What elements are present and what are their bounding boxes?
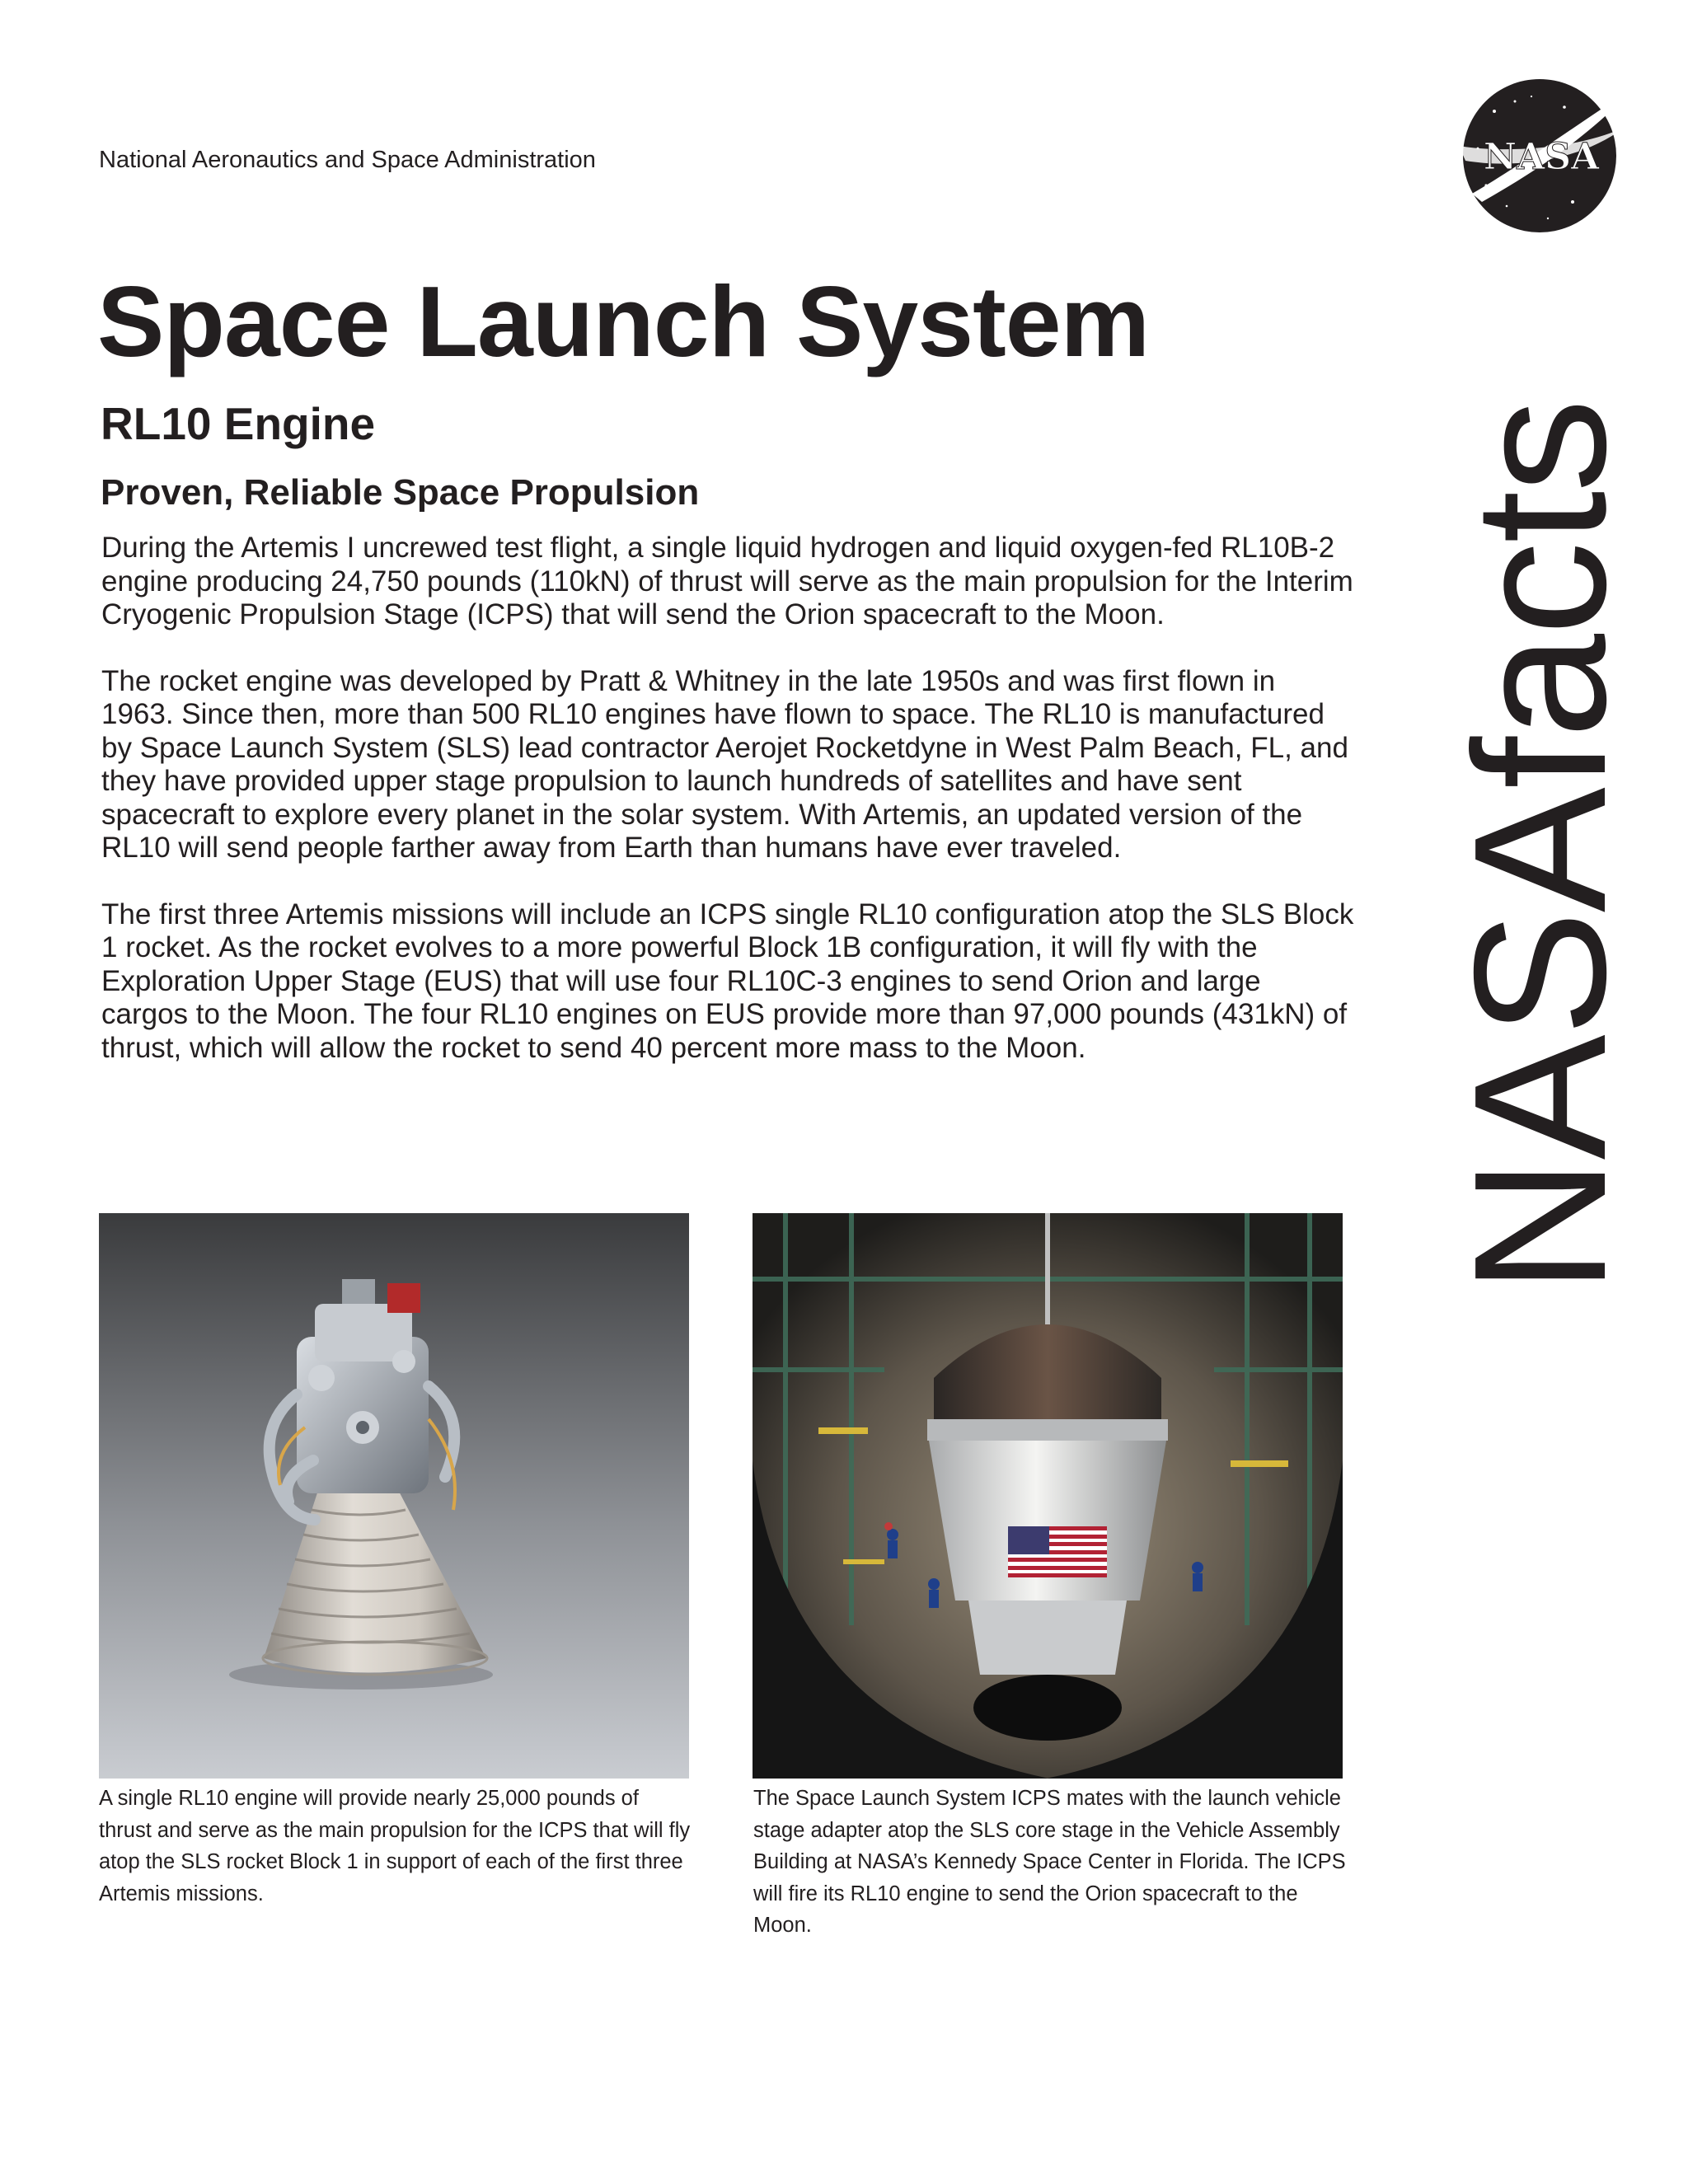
- nasa-meatball-logo: [1449, 78, 1639, 243]
- section-heading: Proven, Reliable Space Propulsion: [101, 472, 700, 513]
- icps-vab-photo: [753, 1213, 1343, 1779]
- logo-wordmark: NASA: [1483, 136, 1600, 178]
- figure-caption: A single RL10 engine will provide nearly 25,000 pounds of thrust and serve as the main propulsion for the ICPS that will fly atop the SLS rocket Block 1 in support of each of the first three Artemis missions.: [99, 1787, 691, 1905]
- nasafacts-wordmark: NASAfacts: [1436, 400, 1645, 1294]
- paragraph: The rocket engine was developed by Pratt & Whitney in the late 1950s and was first flown in 1963. Since then, more than 500 RL10 engines have flown to space. The RL10 is manufactured by Space Launch System (SLS) lead contractor Aerojet Rocketdyne in West Palm Beach, FL, and they have provided upper stage propulsion to launch hundreds of satellites and have sent spacecraft to explore every planet in the solar system. With Artemis, an updated version of the RL10 will send people farther away from Earth than humans have ever traveled.: [101, 664, 1348, 864]
- paragraph: The first three Artemis missions will include an ICPS single RL10 configuration atop the SLS Block 1 rocket. As the rocket evolves to a more powerful Block 1B configuration, it will fly with the Exploration Upper Stage (EUS) that will use four RL10C-3 engines to send Orion and large cargos to the Moon. The four RL10 engines on EUS provide more than 97,000 pounds (431kN) of thrust, which will allow the rocket to send 40 percent more mass to the Moon.: [101, 898, 1354, 1064]
- rl10-engine-photo: [99, 1213, 689, 1779]
- body-text: [101, 532, 1354, 1098]
- agency-name: National Aeronautics and Space Administration: [99, 147, 596, 173]
- figure-caption: The Space Launch System ICPS mates with the launch vehicle stage adapter atop the SLS core stage in the Vehicle Assembly Building at NASA’s Kennedy Space Center in Florida. The ICPS will fire its RL10 engine to send the Orion spacecraft to the Moon.: [753, 1787, 1346, 1937]
- page-title: Space Launch System: [97, 265, 1150, 377]
- paragraph: During the Artemis I uncrewed test flight, a single liquid hydrogen and liquid oxygen-fed RL10B-2 engine producing 24,750 pounds (110kN) of thrust will serve as the main propulsion for the Interim Cryogenic Propulsion Stage (ICPS) that will send the Orion spacecraft to the Moon.: [101, 532, 1353, 630]
- page-subtitle: RL10 Engine: [101, 398, 376, 449]
